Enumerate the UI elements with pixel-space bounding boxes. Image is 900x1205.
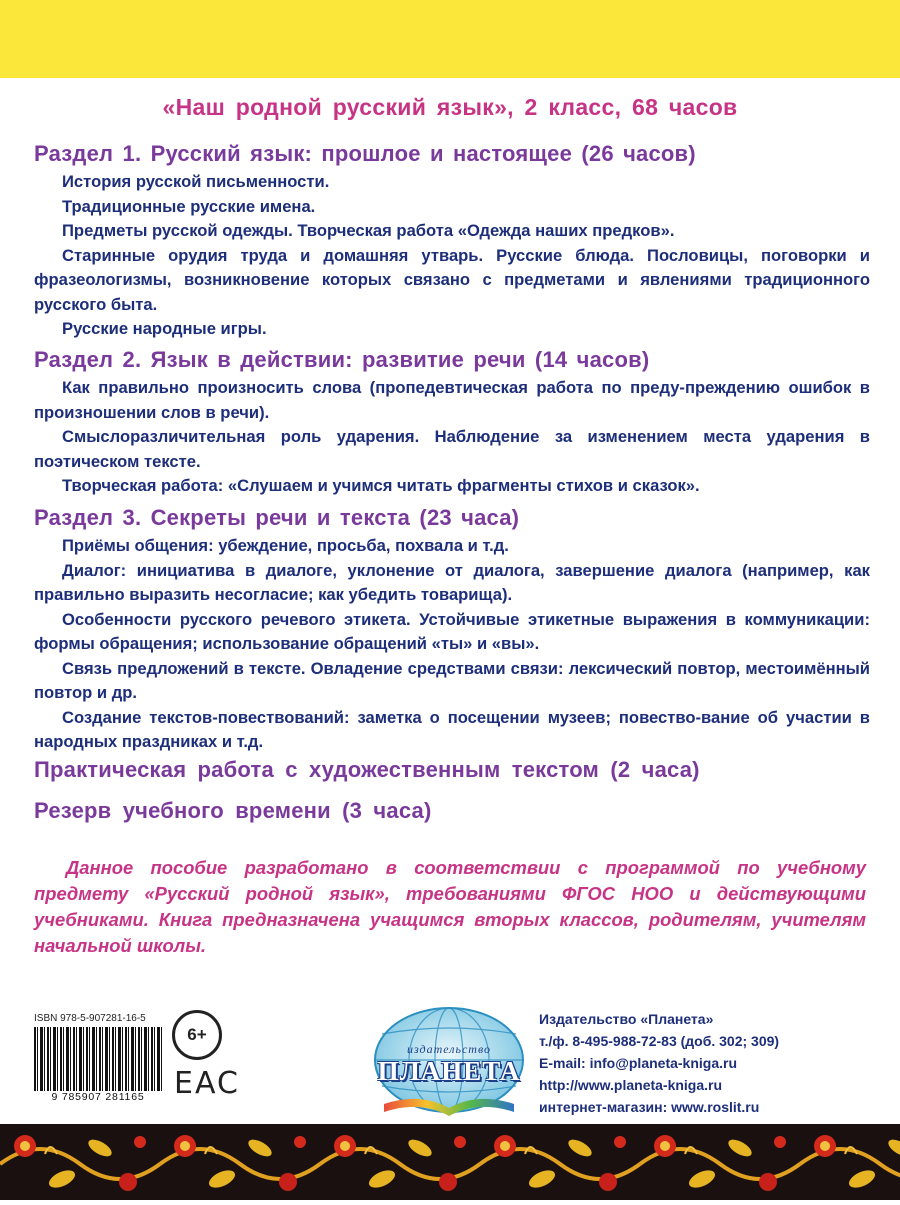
publisher-phone: т./ф. 8-495-988-72-83 (доб. 302; 309): [539, 1033, 780, 1049]
section-2: [34, 346, 870, 499]
age-rating-badge: [172, 1010, 222, 1060]
section-3-paragraph: Приёмы общения: убеждение, просьба, похвала и т.д.: [62, 536, 509, 555]
section-1: [34, 140, 870, 342]
section-2-heading: Раздел 2. Язык в действии: развитие речи (14 часов): [34, 347, 650, 372]
section-2-paragraph: Творческая работа: «Слушаем и учимся читать фрагменты стихов и сказок».: [62, 476, 700, 495]
publisher-website: http://www.planeta-kniga.ru: [539, 1077, 723, 1093]
logo-main-text: ПЛАНЕТА: [377, 1056, 521, 1086]
eac-mark: EAC: [174, 1066, 240, 1101]
section-1-paragraph: Старинные орудия труда и домашняя утварь. Русские блюда. Пословицы, поговорки и фразеологизмы, возникновение которых связано с предметами и явлениями традиционного русского быта.: [34, 245, 870, 314]
section-1-heading: Раздел 1. Русский язык: прошлое и настоящее (26 часов): [34, 141, 696, 166]
top-yellow-band: [0, 0, 900, 78]
annotation-note: Данное пособие разработано в соответствии с программой по учебному предмету «Русский родной язык», требованиями ФГОС НОО и действующими учебниками. Книга предназначена учащимся вторых классов, родителям, учителям начальной школы.: [34, 857, 866, 956]
decorative-ornament-band: [0, 1124, 900, 1200]
section-3-paragraph: Создание текстов-повествований: заметка о посещении музеев; повество-вание об участии в народных праздниках и т.д.: [34, 707, 870, 751]
practical-work-heading: Практическая работа с художественным текстом (2 часа): [34, 757, 700, 782]
logo-top-text: издательство: [406, 1042, 492, 1056]
age-rating-text: 6+: [187, 1025, 207, 1044]
section-2-paragraph: Смыслоразличительная роль ударения. Наблюдение за изменением места ударения в поэтическом тексте.: [34, 427, 870, 471]
section-3-paragraph: Связь предложений в тексте. Овладение средствами связи: лексический повтор, местоимённый повтор и др.: [34, 658, 870, 702]
reserve-time-heading: Резерв учебного времени (3 часа): [34, 798, 432, 823]
section-1-paragraph: Предметы русской одежды. Творческая работа «Одежда наших предков».: [62, 221, 675, 240]
barcode: [34, 1013, 162, 1105]
barcode-number: 9 785907 281165: [51, 1091, 145, 1103]
section-2-paragraph: Как правильно произносить слова (пропедевтическая работа по преду-преждению ошибок в произношении слов в речи).: [34, 378, 870, 422]
section-3: [34, 504, 870, 755]
isbn-text: ISBN 978-5-907281-16-5: [34, 1013, 146, 1024]
publisher-info: [539, 1008, 779, 1118]
publisher-logo: [370, 1004, 528, 1120]
section-3-paragraph: Особенности русского речевого этикета. Устойчивые этикетные выражения в коммуникации: формы обращения; использование обращений «ты» и «вы».: [34, 609, 870, 653]
section-3-heading: Раздел 3. Секреты речи и текста (23 часа): [34, 505, 520, 530]
section-3-paragraph: Диалог: инициатива в диалоге, уклонение от диалога, завершение диалога (например, как правильно выразить несогласие; как убедить товарища).: [34, 560, 870, 604]
section-1-paragraph: Традиционные русские имена.: [62, 196, 316, 216]
publisher-email: E-mail: info@planeta-kniga.ru: [539, 1055, 738, 1071]
page-title: «Наш родной русский язык», 2 класс, 68 часов: [162, 94, 738, 120]
barcode-bars: [34, 1027, 162, 1091]
section-1-paragraph: Русские народные игры.: [62, 319, 267, 338]
section-1-paragraph: История русской письменности.: [62, 172, 330, 191]
publisher-name: Издательство «Планета»: [539, 1011, 714, 1027]
publisher-shop: интернет-магазин: www.roslit.ru: [539, 1099, 760, 1115]
khokhloma-ornament-icon: [0, 1124, 900, 1200]
